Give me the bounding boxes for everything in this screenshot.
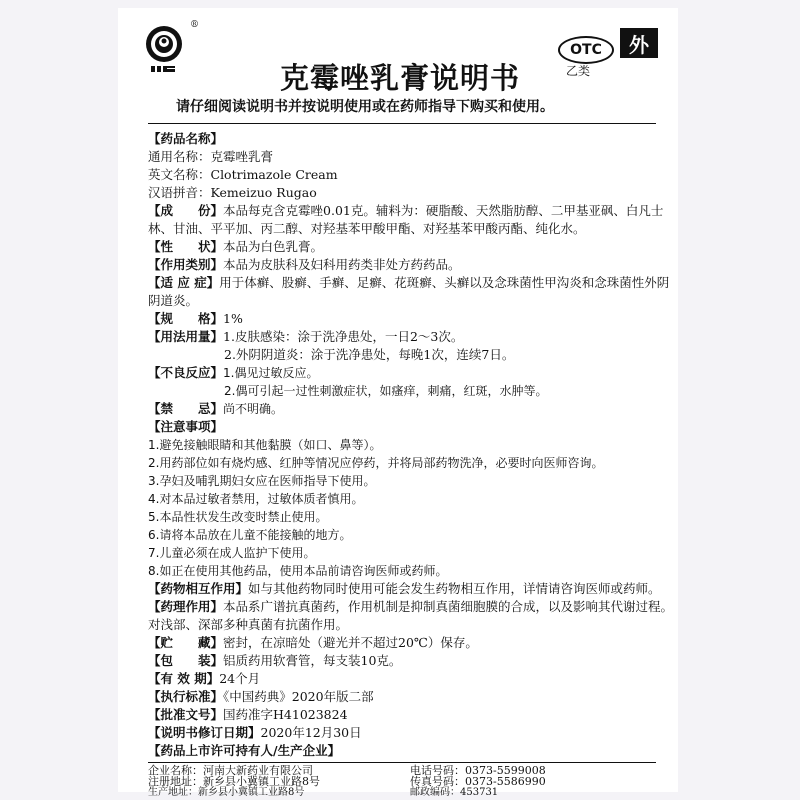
dosage-text-1: 1.皮肤感染：涂于洗净患处，一日2～3次。 bbox=[223, 329, 464, 344]
spec-text: 1% bbox=[223, 311, 243, 326]
adverse-row bbox=[148, 364, 318, 382]
category-label: 【作用类别】 bbox=[148, 257, 224, 272]
pharmacology-row bbox=[148, 598, 673, 616]
adverse-label: 【不良反应】 bbox=[148, 365, 224, 380]
composition-text-2: 林、甘油、平平加、丙二醇、对羟基苯甲酸甲酯、对羟基苯甲酸丙酯、纯化水。 bbox=[148, 221, 586, 236]
validity-row bbox=[148, 670, 260, 688]
precaution-item: 3.孕妇及哺乳期妇女应在医师指导下使用。 bbox=[148, 474, 376, 488]
precaution-item: 4.对本品过敏者禁用，过敏体质者慎用。 bbox=[148, 492, 364, 506]
interactions-label: 【药物相互作用】 bbox=[148, 581, 249, 596]
pharmacology-text: 本品系广谱抗真菌药，作用机制是抑制真菌细胞膜的合成，以及影响其代谢过程。 bbox=[223, 599, 674, 614]
pharmacology-text-2: 对浅部、深部多种真菌有抗菌作用。 bbox=[148, 617, 349, 632]
company-fax: 传真号码：0373-5586990 bbox=[410, 775, 546, 788]
dosage-row bbox=[148, 328, 463, 346]
approval-row bbox=[148, 706, 348, 724]
dosage-label: 【用法用量】 bbox=[148, 329, 224, 344]
indications-text-2: 阴道炎。 bbox=[148, 293, 199, 308]
usage-notice: 请仔细阅读说明书并按说明使用或在药师指导下购买和使用。 bbox=[176, 99, 554, 115]
interactions-text: 如与其他药物同时使用可能会发生药物相互作用，详情请咨询医师或药师。 bbox=[248, 581, 661, 596]
spec-row bbox=[148, 310, 243, 328]
precaution-item: 2.用药部位如有烧灼感、红肿等情况应停药，并将局部药物洗净，必要时向医师咨询。 bbox=[148, 456, 604, 470]
name-heading: 【药品名称】 bbox=[148, 131, 224, 146]
composition-row bbox=[148, 202, 663, 220]
otc-badge: OTC bbox=[558, 36, 614, 64]
standard-row bbox=[148, 688, 374, 706]
standard-label: 【执行标准】 bbox=[148, 689, 224, 704]
approval-text: 国药准字H41023824 bbox=[223, 707, 348, 722]
composition-text: 本品每克含克霉唑0.01克。辅料为：硬脂酸、天然脂肪醇、二甲基亚砜、白凡士 bbox=[223, 203, 664, 218]
external-use-badge: 外 bbox=[620, 28, 658, 58]
composition-label: 【成 份】 bbox=[148, 203, 224, 218]
company-name: 企业名称：河南大新药业有限公司 bbox=[148, 764, 313, 777]
contra-text: 尚不明确。 bbox=[223, 402, 284, 416]
company-prod-address: 生产地址：新乡县小冀镇工业路8号 bbox=[148, 787, 305, 798]
precaution-item: 8.如正在使用其他药品，使用本品前请咨询医师或药师。 bbox=[148, 564, 448, 578]
validity-label: 【有 效 期】 bbox=[148, 671, 220, 686]
category-text: 本品为皮肤科及妇科用药类非处方药药品。 bbox=[223, 257, 461, 272]
company-postcode: 邮政编码：453731 bbox=[410, 787, 499, 798]
dosage-text-2: 2.外阴阴道炎：涂于洗净患处，每晚1次，连续7日。 bbox=[224, 347, 515, 362]
package-label: 【包 装】 bbox=[148, 653, 224, 668]
validity-text: 24个月 bbox=[219, 671, 261, 686]
document-title: 克霉唑乳膏说明书 bbox=[279, 61, 520, 95]
interactions-row bbox=[148, 580, 661, 598]
otc-category: 乙类 bbox=[566, 64, 591, 78]
precautions-heading: 【注意事项】 bbox=[148, 419, 224, 434]
indications-label: 【适 应 症】 bbox=[148, 275, 220, 290]
registered-mark-icon: ® bbox=[190, 20, 199, 30]
contra-label: 【禁 忌】 bbox=[148, 401, 224, 416]
storage-row bbox=[148, 634, 478, 652]
company-phone: 电话号码：0373-5599008 bbox=[410, 764, 546, 777]
storage-label: 【贮 藏】 bbox=[148, 635, 224, 650]
approval-label: 【批准文号】 bbox=[148, 707, 224, 722]
pharmacology-label: 【药理作用】 bbox=[148, 599, 224, 614]
pinyin-name: 汉语拼音：Kemeizuo Rugao bbox=[148, 185, 317, 200]
company-divider bbox=[148, 762, 656, 763]
generic-name: 通用名称：克霉唑乳膏 bbox=[148, 149, 274, 164]
precaution-item: 6.请将本品放在儿童不能接触的地方。 bbox=[148, 528, 352, 542]
appearance-row bbox=[148, 238, 323, 256]
company-reg-address: 注册地址：新乡县小冀镇工业路8号 bbox=[148, 775, 320, 788]
revision-row bbox=[148, 724, 362, 742]
package-row bbox=[148, 652, 401, 670]
indications-text: 用于体癣、股癣、手癣、足癣、花斑癣、头癣以及念珠菌性甲沟炎和念珠菌性外阴 bbox=[219, 275, 670, 290]
precaution-item: 1.避免接触眼睛和其他黏膜（如口、鼻等）。 bbox=[148, 438, 382, 452]
precaution-item: 5.本品性状发生改变时禁止使用。 bbox=[148, 510, 328, 524]
holder-heading: 【药品上市许可持有人/生产企业】 bbox=[148, 743, 341, 758]
precaution-item: 7.儿童必须在成人监护下使用。 bbox=[148, 546, 316, 560]
contra-row bbox=[148, 400, 283, 418]
adverse-text-2: 2.偶可引起一过性刺激症状，如瘙痒，刺痛，红斑，水肿等。 bbox=[224, 384, 548, 398]
package-text: 铝质药用软膏管，每支装10克。 bbox=[223, 653, 402, 668]
revision-text: 2020年12月30日 bbox=[260, 725, 362, 740]
english-name: 英文名称：Clotrimazole Cream bbox=[148, 167, 338, 182]
category-row bbox=[148, 256, 461, 274]
indications-row bbox=[148, 274, 669, 292]
appearance-label: 【性 状】 bbox=[148, 239, 224, 254]
spec-label: 【规 格】 bbox=[148, 311, 224, 326]
revision-label: 【说明书修订日期】 bbox=[148, 725, 261, 740]
appearance-text: 本品为白色乳膏。 bbox=[223, 239, 324, 254]
storage-text: 密封，在凉暗处（避光并不超过20℃）保存。 bbox=[223, 635, 478, 650]
header-divider bbox=[148, 123, 656, 124]
standard-text: 《中国药典》2020年版二部 bbox=[223, 689, 374, 704]
adverse-text-1: 1.偶见过敏反应。 bbox=[223, 366, 319, 380]
